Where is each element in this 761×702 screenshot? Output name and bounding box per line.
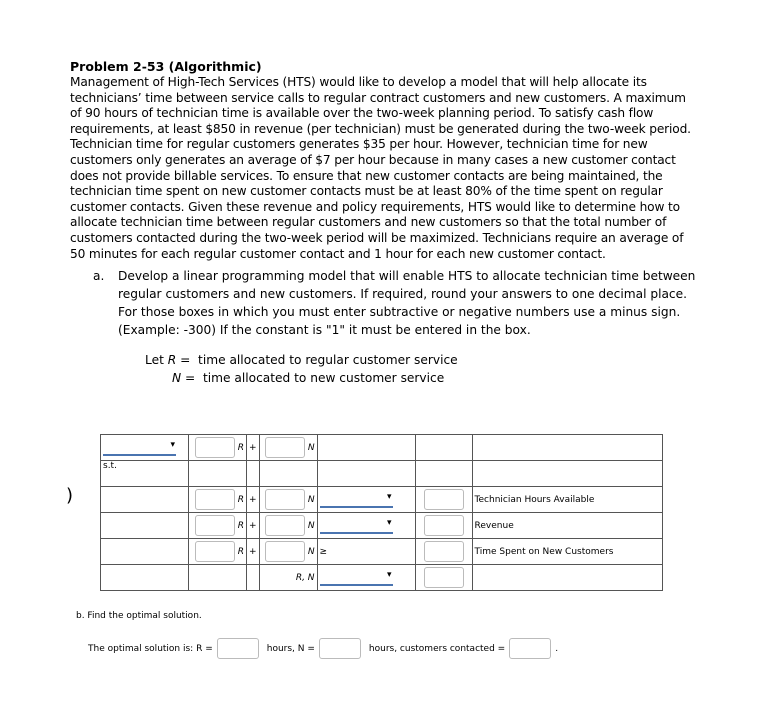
c2-r-coef-input[interactable] (195, 515, 235, 536)
bracket-mark: ) (66, 485, 74, 506)
c2-rhs-input[interactable] (424, 515, 464, 536)
constraint-row (101, 539, 663, 565)
constraint-label: Time Spent on New Customers (472, 539, 662, 565)
optimal-solution-line (88, 638, 558, 659)
solution-mid: hours, N = (266, 643, 315, 654)
r-var: R (237, 495, 244, 505)
constraint-label: Technician Hours Available (472, 487, 662, 513)
eq: = (180, 353, 191, 367)
n-solution-input[interactable] (319, 638, 361, 659)
obj-r-coef-input[interactable] (195, 437, 235, 458)
nonneg-relation-select[interactable] (320, 570, 393, 586)
let-r-line (145, 353, 458, 367)
let-n-line (172, 371, 444, 385)
n-var: N (307, 521, 315, 531)
st-row (101, 461, 663, 487)
part-a (93, 267, 703, 339)
r-solution-input[interactable] (217, 638, 259, 659)
r-var: R (237, 547, 244, 557)
n-var: N (307, 547, 315, 557)
part-a-instructions: Develop a linear programming model that will enable HTS to allocate technician time between regular customers and new customers. If required, round your answers to one decimal place. For those boxes in which you must enter subtractive or negative numbers use a minus sign. (Example: -300) If the constant is "1" it must be entered in the box. (118, 269, 696, 337)
obj-n-coef-input[interactable] (265, 437, 305, 458)
n-var: N (307, 443, 315, 453)
c3-rhs-input[interactable] (424, 541, 464, 562)
ge-sign: ≥ (317, 539, 415, 565)
customers-contacted-input[interactable] (509, 638, 551, 659)
n-definition: time allocated to new customer service (202, 371, 445, 385)
c1-n-coef-input[interactable] (265, 489, 305, 510)
objective-type-select[interactable] (103, 440, 176, 456)
problem-description: Management of High-Tech Services (HTS) would like to develop a model that will help allocate its technicians’ time between service calls to regular contract customers and new customers. A maximum of 90 hours of technician time is available over the two-week planning period. To satisfy cash flow requirements, at least $850 in revenue (per technician) must be generated during the two-week period. Technician time for regular customers generates $35 per hour. However, technician time for new customers only generates an average of $7 per hour because in many cases a new customer contact does not provide billable services. To ensure that new customer contacts are being maintained, the technician time spent on new customer contacts must be at least 80% of the time spent on regular customer contacts. Given these revenue and policy requirements, HTS would like to determine how to allocate technician time between regular customers and new customers so that the total number of customers contacted during the two-week period will be maximized. Technicians require an average of 50 minutes for each regular customer contact and 1 hour for each new customer contact. (70, 75, 691, 261)
eq: = (185, 371, 196, 385)
nonneg-row (101, 565, 663, 591)
c3-r-coef-input[interactable] (195, 541, 235, 562)
r-definition: time allocated to regular customer service (198, 353, 458, 367)
r-var: R (237, 443, 244, 453)
constraint-row (101, 487, 663, 513)
n-var: N (307, 495, 315, 505)
part-a-label: a. (93, 269, 105, 283)
c1-rhs-input[interactable] (424, 489, 464, 510)
nonneg-vars: R, N (295, 572, 315, 583)
problem-title: Problem 2-53 (Algorithmic) (70, 59, 262, 74)
c1-r-coef-input[interactable] (195, 489, 235, 510)
constraint-label: Revenue (472, 513, 662, 539)
r-var: R (167, 353, 177, 367)
c2-relation-select[interactable] (320, 518, 393, 534)
nonneg-rhs-input[interactable] (424, 567, 464, 588)
c1-relation-select[interactable] (320, 492, 393, 508)
plus-sign: + (247, 435, 260, 461)
solution-prefix: The optimal solution is: R = (88, 643, 213, 654)
plus-sign: + (247, 487, 260, 513)
c2-n-coef-input[interactable] (265, 515, 305, 536)
plus-sign: + (247, 513, 260, 539)
solution-end: . (555, 643, 559, 654)
objective-row (101, 435, 663, 461)
r-var: R (237, 521, 244, 531)
let-label: Let (145, 353, 164, 367)
part-b-label: b. Find the optimal solution. (76, 611, 202, 621)
n-var: N (172, 371, 182, 385)
st-label: s.t. (101, 461, 189, 487)
constraint-row (101, 513, 663, 539)
c3-n-coef-input[interactable] (265, 541, 305, 562)
solution-mid2: hours, customers contacted = (368, 643, 506, 654)
lp-model-table (100, 434, 663, 591)
plus-sign: + (247, 539, 260, 565)
